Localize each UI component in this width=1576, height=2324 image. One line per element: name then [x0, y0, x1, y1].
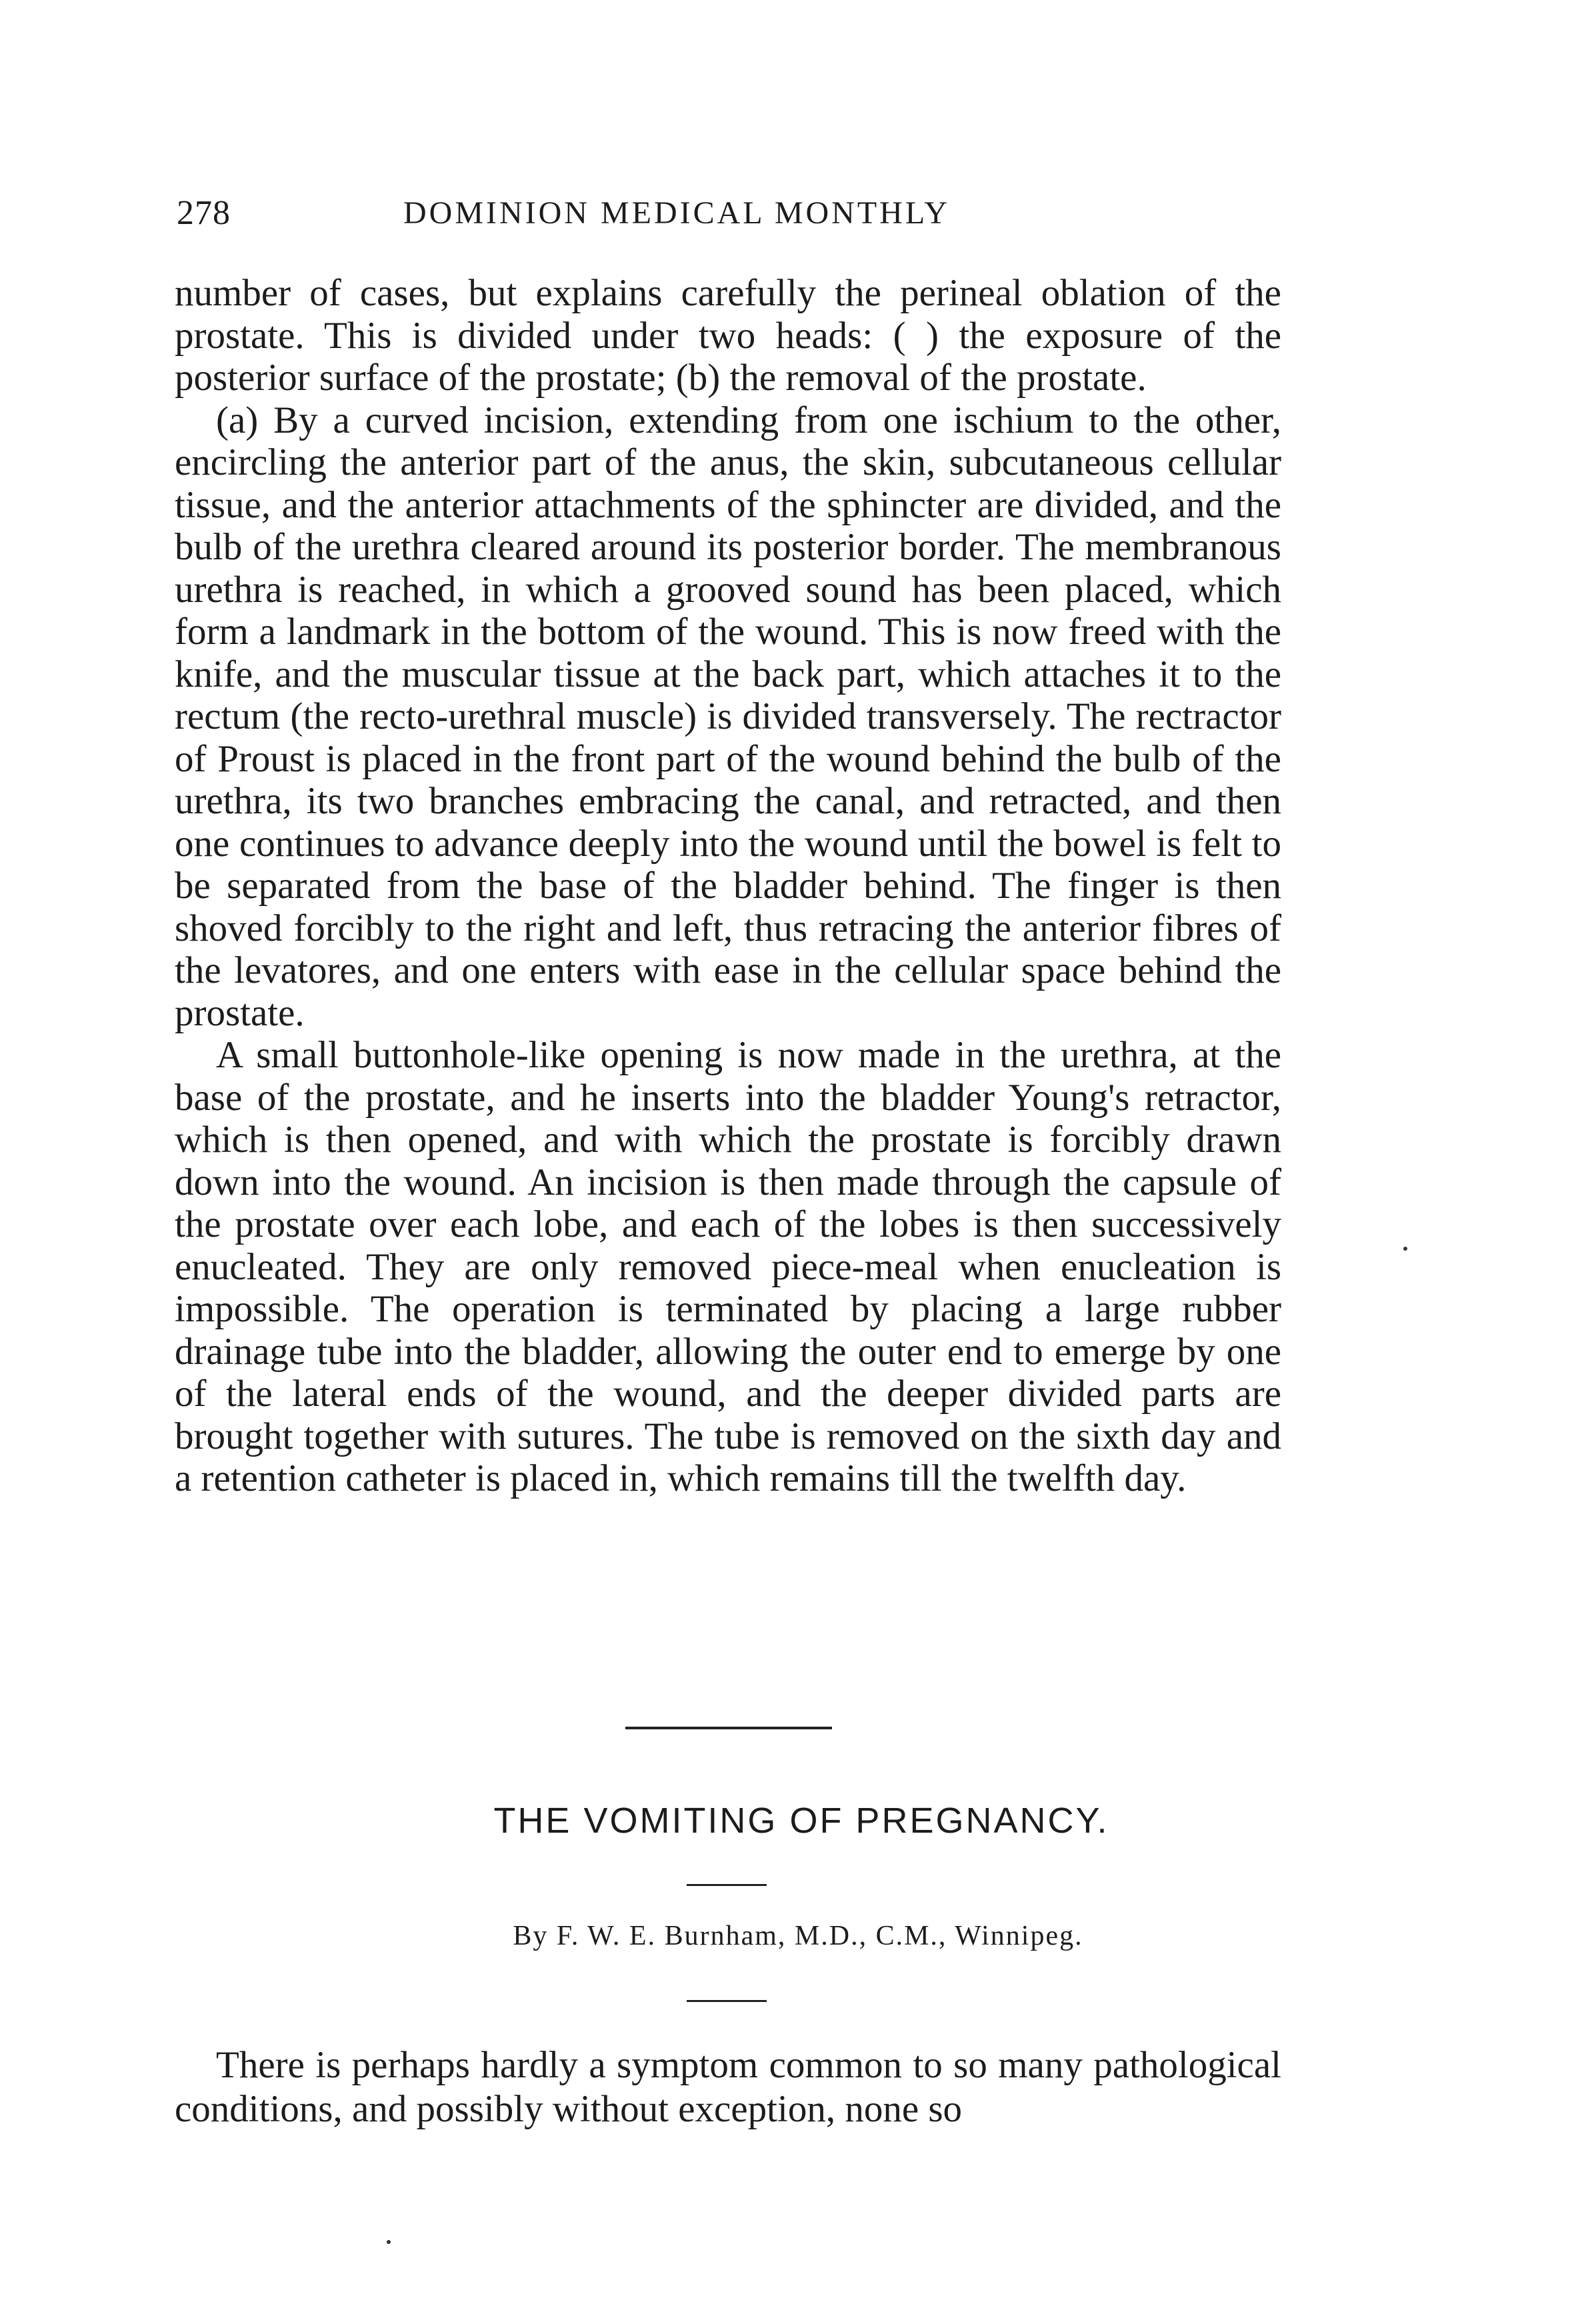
continued-article-body	[175, 272, 1281, 1500]
print-speck	[1403, 1247, 1407, 1251]
byline-divider	[687, 2000, 767, 2002]
article-intro	[175, 2043, 1281, 2131]
page-header	[177, 193, 1277, 247]
article-byline: By F. W. E. Burnham, M.D., C.M., Winnipeg.	[513, 1921, 1083, 1951]
article-title: THE VOMITING OF PREGNANCY.	[493, 1801, 1109, 1841]
paragraph-continued: number of cases, but explains carefully the perineal oblation of the prostate. This is divided under two heads: ( ) the exposure of the posterior surface of the prostate; (b) the removal of the prostate.	[175, 272, 1281, 399]
running-head: DOMINION MEDICAL MONTHLY	[403, 195, 951, 231]
paragraph-enucleation: A small buttonhole-like opening is now made in the urethra, at the base of the prostate, and he inserts into the bladder Young's retractor, which is then opened, and with which the prostate is forcibly drawn down into the wound. An incision is then made through the capsule of the prostate over each lobe, and each of the lobes is then successively enucleated. They are only removed piece-meal when enucleation is impossible. The operation is terminated by placing a large rubber drainage tube into the bladder, allowing the outer end to emerge by one of the lateral ends of the wound, and the deeper divided parts are brought together with sutures. The tube is removed on the sixth day and a retention catheter is placed in, which remains till the twelfth day.	[175, 1034, 1281, 1499]
title-divider	[687, 1884, 767, 1886]
page-number: 278	[177, 194, 231, 232]
paragraph-incision: (a) By a curved incision, extending from one ischium to the other, encircling the anterior part of the anus, the skin, subcutaneous cellular tissue, and the anterior attachments of the sphincter are divided, and the bulb of the urethra cleared around its posterior border. The membranous urethra is reached, in which a grooved sound has been placed, which form a landmark in the bottom of the wound. This is now freed with the knife, and the muscular tissue at the back part, which attaches it to the rectum (the recto-urethral muscle) is divided transversely. The rectractor of Proust is placed in the front part of the wound behind the bulb of the urethra, its two branches embracing the canal, and retracted, and then one continues to advance deeply into the wound until the bowel is felt to be separated from the base of the bladder behind. The finger is then shoved forcibly to the right and left, thus retracing the anterior fibres of the levatores, and one enters with ease in the cellular space behind the prostate.	[175, 399, 1281, 1034]
print-speck	[387, 2240, 391, 2244]
intro-paragraph: There is perhaps hardly a symptom common to so many pathological conditions, and possibly without exception, none so	[175, 2044, 1281, 2130]
section-divider	[625, 1727, 832, 1729]
